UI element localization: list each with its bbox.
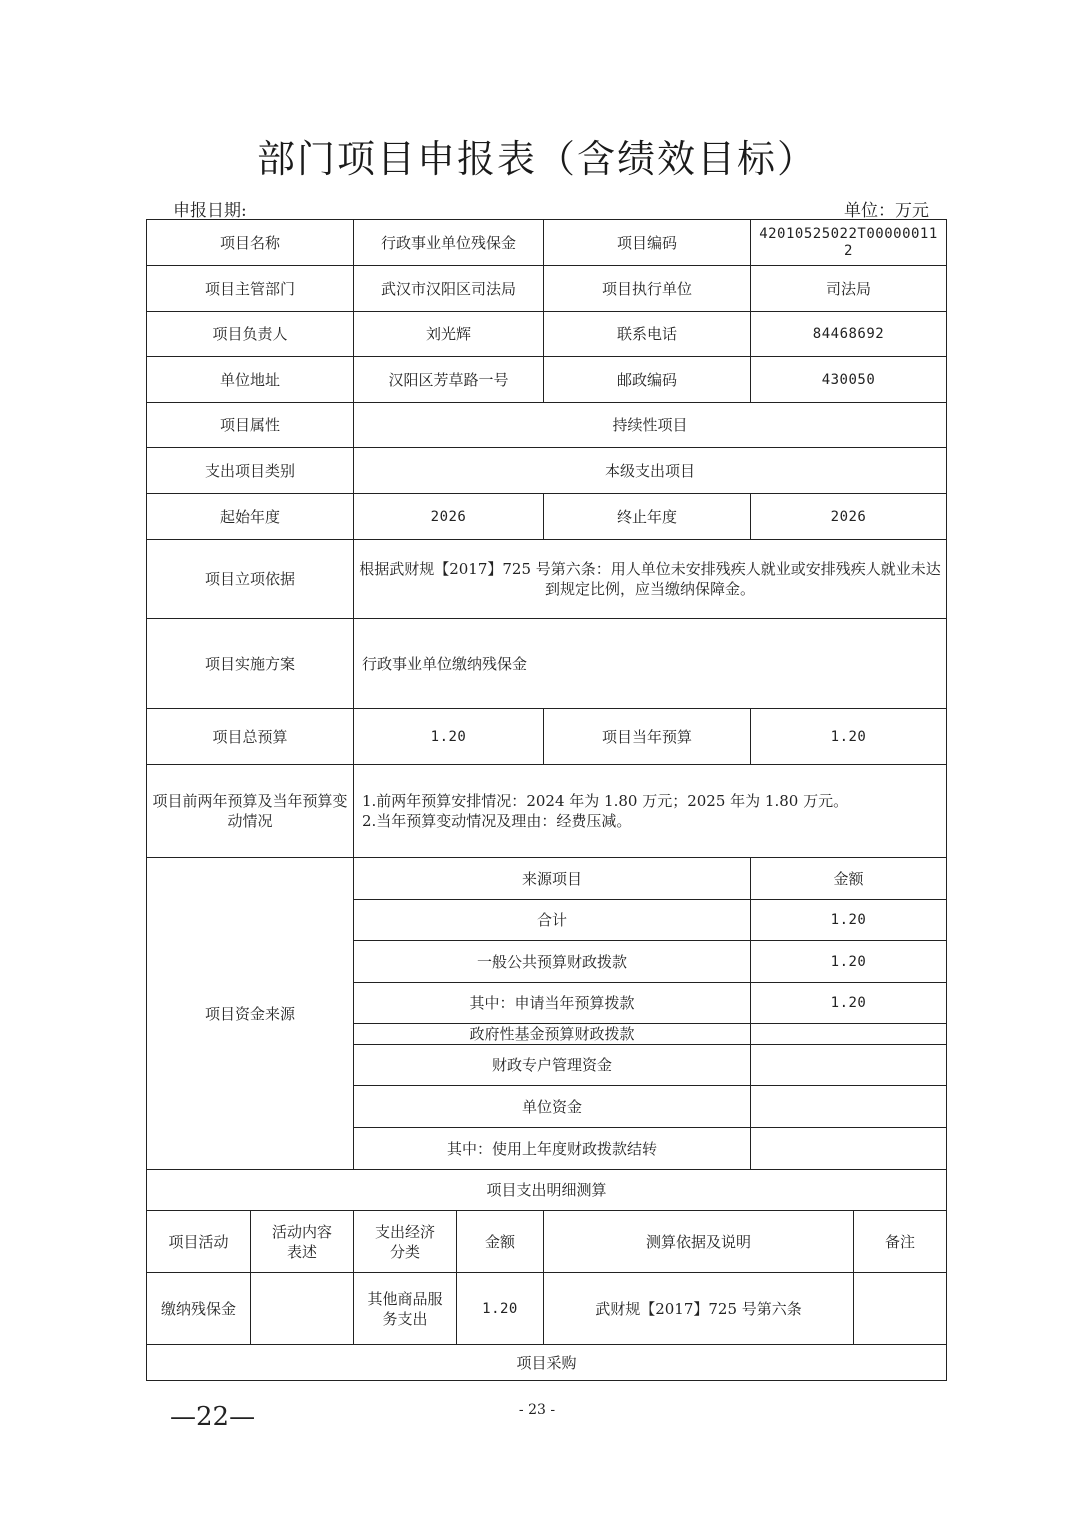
budget-change [354,765,947,858]
exec-unit: 司法局 [751,266,947,312]
postcode: 430050 [751,357,947,403]
attr: 持续性项目 [354,403,947,448]
unit-label: 单位：万元 [844,201,929,221]
total-budget: 1.20 [354,709,544,765]
detail-table [146,1169,947,1381]
detail-row [147,1273,947,1345]
funding-header-source: 来源项目 [354,858,751,900]
project-code-label: 项目编码 [544,220,751,266]
project-name-label: 项目名称 [147,220,354,266]
funding-source: 单位资金 [354,1086,751,1128]
funding-amount [751,1024,947,1045]
funding-amount [751,1128,947,1170]
plan: 行政事业单位缴纳残保金 [354,619,947,709]
page-title: 部门项目申报表（含绩效目标） [256,137,817,181]
funding-amount: 1.20 [751,941,947,983]
project-main-table [146,219,947,1170]
manager-label: 项目负责人 [147,312,354,357]
report-date-label: 申报日期: [173,201,247,221]
start-year: 2026 [354,494,544,540]
phone-label: 联系电话 [544,312,751,357]
detail-header: 备注 [854,1211,947,1273]
project-code: 42010525022T000000112 [751,220,947,266]
dept: 武汉市汉阳区司法局 [354,266,544,312]
funding-amount [751,1086,947,1128]
detail-activity: 缴纳残保金 [147,1273,251,1345]
category-label: 支出项目类别 [147,448,354,494]
funding-header-amount: 金额 [751,858,947,900]
funding-source: 财政专户管理资金 [354,1045,751,1086]
address: 汉阳区芳草路一号 [354,357,544,403]
funding-amount [751,1045,947,1086]
year-budget-label: 项目当年预算 [544,709,751,765]
funding-source: 合计 [354,900,751,941]
detail-basis: 武财规【2017】725 号第六条 [544,1273,854,1345]
detail-header: 活动内容表述 [251,1211,354,1273]
basis-label: 项目立项依据 [147,540,354,619]
address-label: 单位地址 [147,357,354,403]
funding-source: 政府性基金预算财政拨款 [354,1024,751,1045]
funding-amount: 1.20 [751,983,947,1024]
detail-remark [854,1273,947,1345]
funding-label: 项目资金来源 [147,858,354,1170]
budget-change-line-1: 1.前两年预算安排情况：2024 年为 1.80 万元；2025 年为 1.80 万元。 [362,792,849,810]
page-number-center: - 23 - [518,1402,556,1418]
detail-header: 支出经济分类 [354,1211,457,1273]
detail-amount: 1.20 [457,1273,544,1345]
detail-section-title: 项目支出明细测算 [147,1170,947,1211]
phone: 84468692 [751,312,947,357]
funding-amount: 1.20 [751,900,947,941]
basis: 根据武财规【2017】725 号第六条：用人单位未安排残疾人就业或安排残疾人就业未达到规定比例，应当缴纳保障金。 [354,540,947,619]
detail-header: 项目活动 [147,1211,251,1273]
funding-source: 其中：使用上年度财政拨款结转 [354,1128,751,1170]
exec-unit-label: 项目执行单位 [544,266,751,312]
total-budget-label: 项目总预算 [147,709,354,765]
page-number-left: —22— [170,1402,256,1432]
funding-source: 其中：申请当年预算拨款 [354,983,751,1024]
year-budget: 1.20 [751,709,947,765]
dept-label: 项目主管部门 [147,266,354,312]
project-name: 行政事业单位残保金 [354,220,544,266]
attr-label: 项目属性 [147,403,354,448]
detail-content [251,1273,354,1345]
end-year-label: 终止年度 [544,494,751,540]
budget-change-line-2: 2.当年预算变动情况及理由：经费压减。 [362,812,632,830]
plan-label: 项目实施方案 [147,619,354,709]
procurement-title: 项目采购 [147,1345,947,1381]
detail-header: 金额 [457,1211,544,1273]
budget-change-label: 项目前两年预算及当年预算变动情况 [147,765,354,858]
funding-source: 一般公共预算财政拨款 [354,941,751,983]
detail-header-row [147,1211,947,1273]
category: 本级支出项目 [354,448,947,494]
start-year-label: 起始年度 [147,494,354,540]
detail-header: 测算依据及说明 [544,1211,854,1273]
manager: 刘光辉 [354,312,544,357]
end-year: 2026 [751,494,947,540]
postcode-label: 邮政编码 [544,357,751,403]
detail-econ-class: 其他商品服务支出 [354,1273,457,1345]
